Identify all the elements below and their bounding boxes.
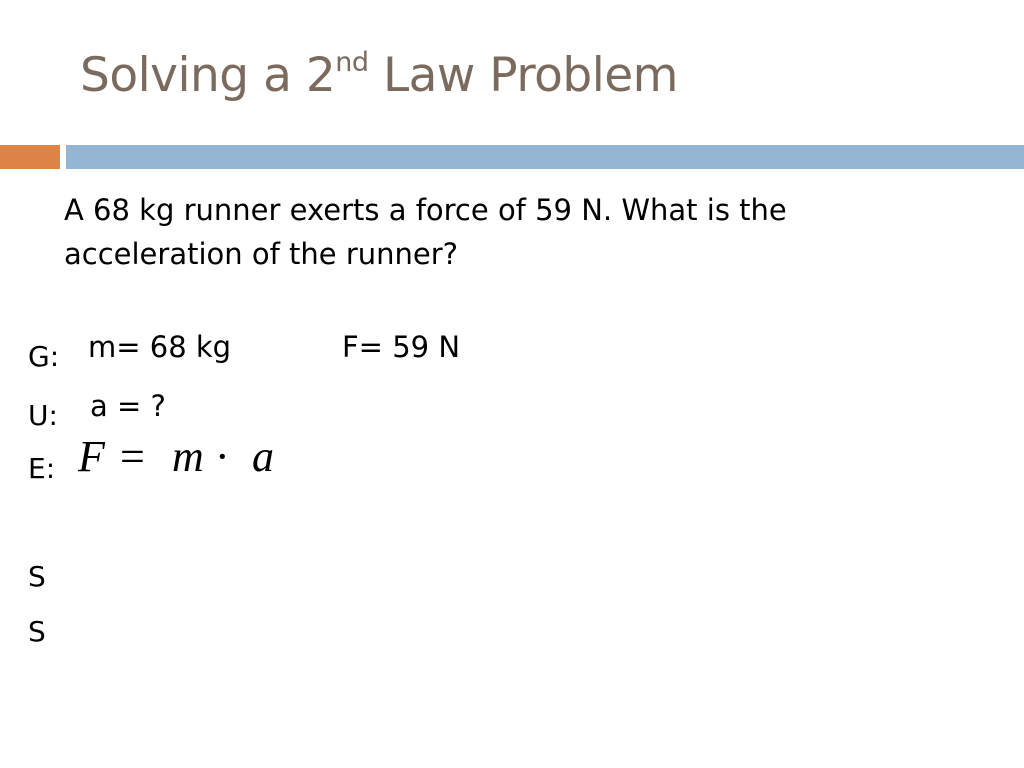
equation-acceleration: a xyxy=(252,432,274,481)
given-mass: m= 68 kg xyxy=(88,330,232,364)
given-force: F= 59 N xyxy=(342,330,461,364)
equation-equals: = xyxy=(120,432,145,481)
header-bar xyxy=(66,145,1024,169)
slide-title xyxy=(80,47,678,103)
equation-mass: m xyxy=(172,432,204,481)
problem-line-2: acceleration of the runner? xyxy=(64,237,459,271)
accent-bar xyxy=(0,145,60,169)
title-prefix: Solving a 2 xyxy=(80,48,336,103)
step-label-substitute: S xyxy=(28,560,46,593)
step-label-equation: E: xyxy=(28,452,56,485)
equation-dot: · xyxy=(215,432,230,481)
equation-force: F xyxy=(78,432,105,481)
problem-line-1: A 68 kg runner exerts a force of 59 N. What is the xyxy=(64,193,787,227)
step-label-given: G: xyxy=(28,340,60,373)
title-suffix: Law Problem xyxy=(368,48,678,103)
title-superscript: nd xyxy=(335,47,369,78)
step-label-solve: S xyxy=(28,615,46,648)
problem-statement xyxy=(64,188,964,276)
equation-image xyxy=(78,430,288,482)
unknown-acceleration: a = ? xyxy=(90,389,166,423)
step-label-unknown: U: xyxy=(28,399,58,432)
